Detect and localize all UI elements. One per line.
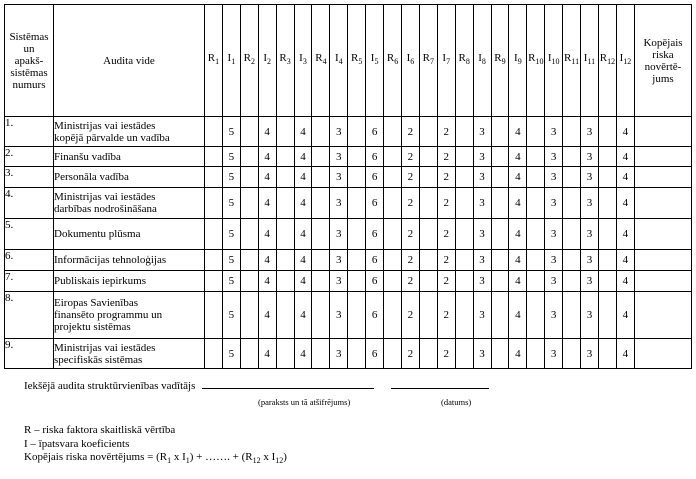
header-factor: $R_4$ xyxy=(312,5,330,117)
weight-cell: 3 xyxy=(545,250,563,271)
weight-cell: 4 xyxy=(616,339,634,369)
risk-value-cell xyxy=(563,339,581,369)
weight-cell: 4 xyxy=(258,271,276,292)
header-factor: $I_8$ xyxy=(473,5,491,117)
header-factor: $R_2$ xyxy=(240,5,258,117)
total-risk-cell xyxy=(635,219,692,250)
weight-cell: 3 xyxy=(581,219,599,250)
weight-cell: 4 xyxy=(258,188,276,219)
header-factor: $R_9$ xyxy=(491,5,509,117)
weight-cell: 3 xyxy=(545,188,563,219)
risk-value-cell xyxy=(240,117,258,147)
risk-value-cell xyxy=(491,339,509,369)
risk-value-cell xyxy=(527,188,545,219)
weight-cell: 4 xyxy=(258,167,276,188)
weight-cell: 5 xyxy=(222,271,240,292)
weight-cell: 3 xyxy=(545,147,563,167)
risk-value-cell xyxy=(455,167,473,188)
weight-cell: 4 xyxy=(509,117,527,147)
weight-cell: 3 xyxy=(473,219,491,250)
legend xyxy=(24,424,287,468)
weight-cell: 3 xyxy=(581,167,599,188)
risk-value-cell xyxy=(455,219,473,250)
row-number: 1. xyxy=(5,117,54,147)
risk-value-cell xyxy=(240,147,258,167)
weight-cell: 6 xyxy=(366,292,384,339)
header-factor: $I_4$ xyxy=(330,5,348,117)
row-audit-environment: Publiskais iepirkums xyxy=(54,271,205,292)
weight-cell: 3 xyxy=(545,219,563,250)
risk-value-cell xyxy=(276,339,294,369)
weight-cell: 2 xyxy=(437,188,455,219)
risk-value-cell xyxy=(455,250,473,271)
weight-cell: 3 xyxy=(473,250,491,271)
weight-cell: 3 xyxy=(330,219,348,250)
risk-value-cell xyxy=(563,292,581,339)
total-risk-cell xyxy=(635,117,692,147)
weight-cell: 3 xyxy=(473,117,491,147)
header-factor: $I_3$ xyxy=(294,5,312,117)
risk-value-cell xyxy=(240,188,258,219)
weight-cell: 2 xyxy=(401,339,419,369)
weight-cell: 4 xyxy=(258,250,276,271)
risk-value-cell xyxy=(598,292,616,339)
weight-cell: 3 xyxy=(581,339,599,369)
weight-cell: 4 xyxy=(509,188,527,219)
weight-cell: 4 xyxy=(509,292,527,339)
risk-value-cell xyxy=(563,167,581,188)
weight-cell: 4 xyxy=(616,292,634,339)
weight-cell: 4 xyxy=(294,292,312,339)
row-number: 7. xyxy=(5,271,54,292)
weight-cell: 3 xyxy=(473,167,491,188)
header-total-risk: Kopējais riska novērtē- jums xyxy=(635,5,692,117)
risk-value-cell xyxy=(419,219,437,250)
risk-value-cell xyxy=(491,117,509,147)
risk-value-cell xyxy=(348,188,366,219)
risk-value-cell xyxy=(598,147,616,167)
risk-value-cell xyxy=(348,117,366,147)
risk-value-cell xyxy=(240,219,258,250)
risk-value-cell xyxy=(563,117,581,147)
risk-value-cell xyxy=(312,292,330,339)
weight-cell: 5 xyxy=(222,250,240,271)
weight-cell: 3 xyxy=(581,271,599,292)
weight-cell: 2 xyxy=(437,250,455,271)
row-audit-environment: Ministrijas vai iestādes kopējā pārvalde un vadība xyxy=(54,117,205,147)
signature-caption: (paraksts un tā atšifrējums) xyxy=(258,397,351,407)
risk-value-cell xyxy=(455,188,473,219)
header-factor: $I_7$ xyxy=(437,5,455,117)
weight-cell: 4 xyxy=(258,292,276,339)
total-risk-cell xyxy=(635,147,692,167)
table-row xyxy=(5,339,692,369)
weight-cell: 4 xyxy=(294,147,312,167)
weight-cell: 6 xyxy=(366,219,384,250)
row-audit-environment: Informācijas tehnoloģijas xyxy=(54,250,205,271)
weight-cell: 4 xyxy=(509,250,527,271)
row-number: 4. xyxy=(5,188,54,219)
weight-cell: 2 xyxy=(437,167,455,188)
weight-cell: 4 xyxy=(616,167,634,188)
weight-cell: 2 xyxy=(437,339,455,369)
weight-cell: 4 xyxy=(616,219,634,250)
risk-value-cell xyxy=(527,219,545,250)
header-factor: $I_1$ xyxy=(222,5,240,117)
weight-cell: 3 xyxy=(330,117,348,147)
table-row xyxy=(5,147,692,167)
total-risk-cell xyxy=(635,250,692,271)
weight-cell: 4 xyxy=(294,117,312,147)
weight-cell: 5 xyxy=(222,167,240,188)
risk-value-cell xyxy=(419,117,437,147)
weight-cell: 3 xyxy=(330,339,348,369)
weight-cell: 4 xyxy=(616,147,634,167)
weight-cell: 3 xyxy=(581,250,599,271)
signature-label: Iekšējā audita struktūrvienības vadītājs xyxy=(24,380,196,392)
header-factor: $I_{10}$ xyxy=(545,5,563,117)
weight-cell: 5 xyxy=(222,292,240,339)
weight-cell: 6 xyxy=(366,167,384,188)
weight-cell: 2 xyxy=(401,219,419,250)
total-risk-cell xyxy=(635,167,692,188)
header-factor: $I_6$ xyxy=(401,5,419,117)
weight-cell: 4 xyxy=(258,117,276,147)
header-factor: $I_{11}$ xyxy=(581,5,599,117)
risk-value-cell xyxy=(205,188,223,219)
risk-value-cell xyxy=(384,188,402,219)
weight-cell: 6 xyxy=(366,147,384,167)
weight-cell: 4 xyxy=(616,188,634,219)
header-factor: $R_8$ xyxy=(455,5,473,117)
weight-cell: 3 xyxy=(330,250,348,271)
weight-cell: 4 xyxy=(509,339,527,369)
total-risk-cell xyxy=(635,188,692,219)
row-number: 5. xyxy=(5,219,54,250)
signature-field xyxy=(202,388,374,389)
weight-cell: 3 xyxy=(330,292,348,339)
risk-value-cell xyxy=(491,147,509,167)
risk-value-cell xyxy=(491,250,509,271)
risk-value-cell xyxy=(563,271,581,292)
risk-value-cell xyxy=(205,339,223,369)
risk-value-cell xyxy=(598,167,616,188)
risk-value-cell xyxy=(455,271,473,292)
risk-value-cell xyxy=(527,339,545,369)
weight-cell: 3 xyxy=(473,271,491,292)
weight-cell: 4 xyxy=(294,271,312,292)
weight-cell: 6 xyxy=(366,117,384,147)
risk-value-cell xyxy=(527,117,545,147)
weight-cell: 3 xyxy=(545,167,563,188)
table-row xyxy=(5,271,692,292)
weight-cell: 4 xyxy=(294,167,312,188)
date-caption: (datums) xyxy=(441,397,472,407)
weight-cell: 2 xyxy=(437,219,455,250)
header-audit-environment: Audita vide xyxy=(54,5,205,117)
risk-value-cell xyxy=(205,271,223,292)
risk-value-cell xyxy=(384,339,402,369)
legend-i: I – īpatsvara koeficients xyxy=(24,437,130,450)
audit-risk-table xyxy=(4,4,692,369)
weight-cell: 4 xyxy=(294,250,312,271)
header-system-number: Sistēmas un apakš- sistēmas numurs xyxy=(5,5,54,117)
table-body xyxy=(5,117,692,369)
risk-value-cell xyxy=(348,250,366,271)
risk-value-cell xyxy=(491,292,509,339)
row-audit-environment: Dokumentu plūsma xyxy=(54,219,205,250)
risk-value-cell xyxy=(384,147,402,167)
risk-value-cell xyxy=(384,271,402,292)
risk-value-cell xyxy=(384,292,402,339)
risk-value-cell xyxy=(419,188,437,219)
weight-cell: 3 xyxy=(330,188,348,219)
total-risk-cell xyxy=(635,271,692,292)
risk-value-cell xyxy=(384,250,402,271)
row-number: 9. xyxy=(5,339,54,369)
weight-cell: 3 xyxy=(581,292,599,339)
row-audit-environment: Ministrijas vai iestādes specifiskās sistēmas xyxy=(54,339,205,369)
header-factor: $R_5$ xyxy=(348,5,366,117)
legend-formula: Kopējais riska novērtējums = ($R_1$ x $I_1$) + ……. + ($R_{12}$ x $I_{12}$) xyxy=(24,451,287,466)
table-row xyxy=(5,219,692,250)
weight-cell: 3 xyxy=(545,271,563,292)
header-factor: $R_{12}$ xyxy=(598,5,616,117)
risk-value-cell xyxy=(563,250,581,271)
signature-line xyxy=(24,380,684,392)
risk-value-cell xyxy=(491,167,509,188)
row-audit-environment: Eiropas Savienības finansēto programmu un projektu sistēmas xyxy=(54,292,205,339)
risk-value-cell xyxy=(455,147,473,167)
weight-cell: 6 xyxy=(366,339,384,369)
weight-cell: 3 xyxy=(581,117,599,147)
risk-value-cell xyxy=(598,271,616,292)
risk-value-cell xyxy=(312,250,330,271)
weight-cell: 2 xyxy=(437,271,455,292)
risk-value-cell xyxy=(276,271,294,292)
weight-cell: 3 xyxy=(473,339,491,369)
risk-value-cell xyxy=(598,339,616,369)
total-risk-cell xyxy=(635,339,692,369)
risk-value-cell xyxy=(312,147,330,167)
weight-cell: 2 xyxy=(437,292,455,339)
risk-value-cell xyxy=(276,147,294,167)
weight-cell: 6 xyxy=(366,250,384,271)
risk-value-cell xyxy=(491,188,509,219)
weight-cell: 5 xyxy=(222,188,240,219)
weight-cell: 6 xyxy=(366,188,384,219)
risk-value-cell xyxy=(312,271,330,292)
risk-value-cell xyxy=(276,117,294,147)
weight-cell: 4 xyxy=(258,219,276,250)
weight-cell: 3 xyxy=(330,167,348,188)
risk-value-cell xyxy=(527,271,545,292)
row-audit-environment: Ministrijas vai iestādes darbības nodrošināšana xyxy=(54,188,205,219)
weight-cell: 2 xyxy=(437,117,455,147)
risk-value-cell xyxy=(348,147,366,167)
table-row xyxy=(5,250,692,271)
risk-value-cell xyxy=(419,292,437,339)
risk-value-cell xyxy=(598,219,616,250)
weight-cell: 2 xyxy=(437,147,455,167)
risk-value-cell xyxy=(598,188,616,219)
risk-value-cell xyxy=(419,271,437,292)
risk-value-cell xyxy=(205,250,223,271)
risk-value-cell xyxy=(276,219,294,250)
weight-cell: 4 xyxy=(258,147,276,167)
date-field xyxy=(391,388,489,389)
weight-cell: 4 xyxy=(258,339,276,369)
risk-value-cell xyxy=(384,219,402,250)
weight-cell: 2 xyxy=(401,117,419,147)
risk-value-cell xyxy=(384,167,402,188)
risk-value-cell xyxy=(527,292,545,339)
weight-cell: 2 xyxy=(401,292,419,339)
header-factor: $R_{10}$ xyxy=(527,5,545,117)
risk-value-cell xyxy=(348,219,366,250)
risk-value-cell xyxy=(598,250,616,271)
weight-cell: 4 xyxy=(294,219,312,250)
weight-cell: 4 xyxy=(509,147,527,167)
risk-value-cell xyxy=(276,167,294,188)
table-row xyxy=(5,167,692,188)
risk-value-cell xyxy=(455,292,473,339)
risk-value-cell xyxy=(312,339,330,369)
row-number: 2. xyxy=(5,147,54,167)
header-factor: $R_7$ xyxy=(419,5,437,117)
weight-cell: 2 xyxy=(401,167,419,188)
header-factor: $I_5$ xyxy=(366,5,384,117)
risk-value-cell xyxy=(527,147,545,167)
weight-cell: 4 xyxy=(294,188,312,219)
weight-cell: 4 xyxy=(509,167,527,188)
risk-value-cell xyxy=(348,339,366,369)
weight-cell: 4 xyxy=(616,250,634,271)
risk-value-cell xyxy=(205,117,223,147)
risk-value-cell xyxy=(240,339,258,369)
risk-value-cell xyxy=(563,219,581,250)
weight-cell: 2 xyxy=(401,188,419,219)
risk-value-cell xyxy=(527,167,545,188)
risk-value-cell xyxy=(455,339,473,369)
weight-cell: 5 xyxy=(222,339,240,369)
legend-r: R – riska faktora skaitliskā vērtība xyxy=(24,424,176,436)
risk-value-cell xyxy=(384,117,402,147)
risk-value-cell xyxy=(563,188,581,219)
table-row xyxy=(5,292,692,339)
weight-cell: 3 xyxy=(473,292,491,339)
risk-value-cell xyxy=(312,117,330,147)
risk-value-cell xyxy=(419,147,437,167)
header-factor: $I_9$ xyxy=(509,5,527,117)
header-factor: $R_3$ xyxy=(276,5,294,117)
weight-cell: 3 xyxy=(545,117,563,147)
risk-value-cell xyxy=(527,250,545,271)
risk-value-cell xyxy=(348,167,366,188)
total-risk-cell xyxy=(635,292,692,339)
row-audit-environment: Finanšu vadība xyxy=(54,147,205,167)
risk-value-cell xyxy=(276,188,294,219)
risk-value-cell xyxy=(491,219,509,250)
weight-cell: 2 xyxy=(401,271,419,292)
weight-cell: 6 xyxy=(366,271,384,292)
risk-value-cell xyxy=(563,147,581,167)
header-factor: $I_{12}$ xyxy=(616,5,634,117)
row-number: 8. xyxy=(5,292,54,339)
risk-value-cell xyxy=(205,147,223,167)
weight-cell: 5 xyxy=(222,147,240,167)
weight-cell: 3 xyxy=(545,292,563,339)
risk-value-cell xyxy=(312,188,330,219)
header-factor: $R_6$ xyxy=(384,5,402,117)
table-row xyxy=(5,188,692,219)
risk-value-cell xyxy=(419,167,437,188)
weight-cell: 4 xyxy=(616,271,634,292)
risk-value-cell xyxy=(240,167,258,188)
weight-cell: 2 xyxy=(401,250,419,271)
risk-value-cell xyxy=(240,271,258,292)
risk-value-cell xyxy=(240,250,258,271)
risk-value-cell xyxy=(312,167,330,188)
risk-value-cell xyxy=(205,167,223,188)
row-number: 6. xyxy=(5,250,54,271)
risk-value-cell xyxy=(455,117,473,147)
risk-value-cell xyxy=(348,292,366,339)
risk-value-cell xyxy=(419,339,437,369)
weight-cell: 2 xyxy=(401,147,419,167)
weight-cell: 3 xyxy=(545,339,563,369)
weight-cell: 4 xyxy=(294,339,312,369)
weight-cell: 4 xyxy=(616,117,634,147)
weight-cell: 3 xyxy=(330,147,348,167)
row-audit-environment: Personāla vadība xyxy=(54,167,205,188)
table-header-row xyxy=(5,5,692,117)
weight-cell: 3 xyxy=(330,271,348,292)
header-factor: $I_2$ xyxy=(258,5,276,117)
weight-cell: 4 xyxy=(509,271,527,292)
risk-value-cell xyxy=(240,292,258,339)
risk-value-cell xyxy=(312,219,330,250)
risk-value-cell xyxy=(491,271,509,292)
header-factor: $R_{11}$ xyxy=(563,5,581,117)
row-number: 3. xyxy=(5,167,54,188)
risk-value-cell xyxy=(205,219,223,250)
weight-cell: 3 xyxy=(581,188,599,219)
weight-cell: 3 xyxy=(581,147,599,167)
risk-value-cell xyxy=(348,271,366,292)
weight-cell: 4 xyxy=(509,219,527,250)
risk-value-cell xyxy=(276,250,294,271)
risk-value-cell xyxy=(205,292,223,339)
weight-cell: 3 xyxy=(473,188,491,219)
weight-cell: 5 xyxy=(222,117,240,147)
header-factor: $R_1$ xyxy=(205,5,223,117)
table-row xyxy=(5,117,692,147)
weight-cell: 3 xyxy=(473,147,491,167)
risk-value-cell xyxy=(276,292,294,339)
risk-value-cell xyxy=(598,117,616,147)
weight-cell: 5 xyxy=(222,219,240,250)
risk-value-cell xyxy=(419,250,437,271)
